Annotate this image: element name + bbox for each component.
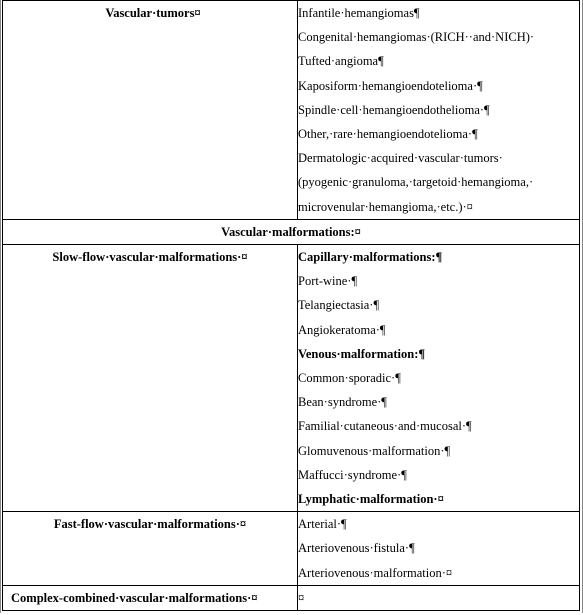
list-item: Dermatologic·acquired·vascular·tumors· bbox=[298, 151, 503, 166]
list-item: Congenital·hemangiomas·(RICH··and·NICH)· bbox=[298, 30, 535, 45]
list-item: Common·sporadic·¶ bbox=[298, 371, 401, 386]
table-row-slow-flow bbox=[3, 245, 580, 512]
table-row-vascular-tumors bbox=[3, 1, 580, 220]
vascular-malformations-heading: Vascular·malformations:¤ bbox=[3, 219, 580, 244]
fast-flow-heading: Fast-flow·vascular·malformations·¤ bbox=[3, 512, 298, 586]
list-item: Venous·malformation:¶ bbox=[298, 346, 426, 361]
vascular-tumors-list bbox=[298, 1, 580, 220]
vascular-tumors-heading: Vascular·tumors¤ bbox=[3, 1, 298, 220]
complex-combined-heading: Complex-combined·vascular·malformations·¤ bbox=[3, 585, 298, 610]
list-item: Infantile·hemangiomas¶ bbox=[298, 6, 420, 20]
list-item: Angiokeratoma·¶ bbox=[298, 322, 386, 337]
list-item: Familial·cutaneous·and·mucosal·¶ bbox=[298, 419, 472, 434]
list-item: Tufted·angioma¶ bbox=[298, 54, 384, 69]
list-item: Arteriovenous·malformation·¤ bbox=[298, 565, 453, 580]
list-item: Arterial·¶ bbox=[298, 517, 347, 532]
list-item: Lymphatic·malformation·¤ bbox=[298, 492, 444, 507]
list-item: Telangiectasia·¶ bbox=[298, 298, 380, 313]
list-item: Kaposiform·hemangioendotelioma·¶ bbox=[298, 78, 483, 93]
table-row-complex-combined bbox=[3, 585, 580, 610]
list-item: Maffucci·syndrome·¶ bbox=[298, 467, 407, 482]
classification-table bbox=[2, 0, 580, 611]
slow-flow-heading: Slow-flow·vascular·malformations·¤ bbox=[3, 245, 298, 512]
list-item: Bean·syndrome·¶ bbox=[298, 395, 387, 410]
table-row-vascular-malformations bbox=[3, 219, 580, 244]
list-item: Spindle·cell·hemangioendothelioma·¶ bbox=[298, 102, 490, 117]
list-item: (pyogenic·granuloma,·targetoid·hemangioma,· bbox=[298, 175, 534, 190]
list-item: Capillary·malformations:¶ bbox=[298, 250, 443, 265]
list-item: Arteriovenous·fistula·¶ bbox=[298, 541, 415, 556]
slow-flow-list bbox=[298, 245, 580, 512]
list-item: microvenular·hemangioma,·etc.)·¤ bbox=[298, 199, 473, 214]
list-item: Other,·rare·hemangioendotelioma·¶ bbox=[298, 127, 478, 142]
list-item: Glomuvenous·malformation·¶ bbox=[298, 443, 451, 458]
list-item: Port-wine·¶ bbox=[298, 274, 358, 289]
fast-flow-list bbox=[298, 512, 580, 586]
complex-combined-value: ¤ bbox=[298, 585, 580, 610]
table-row-fast-flow bbox=[3, 512, 580, 586]
